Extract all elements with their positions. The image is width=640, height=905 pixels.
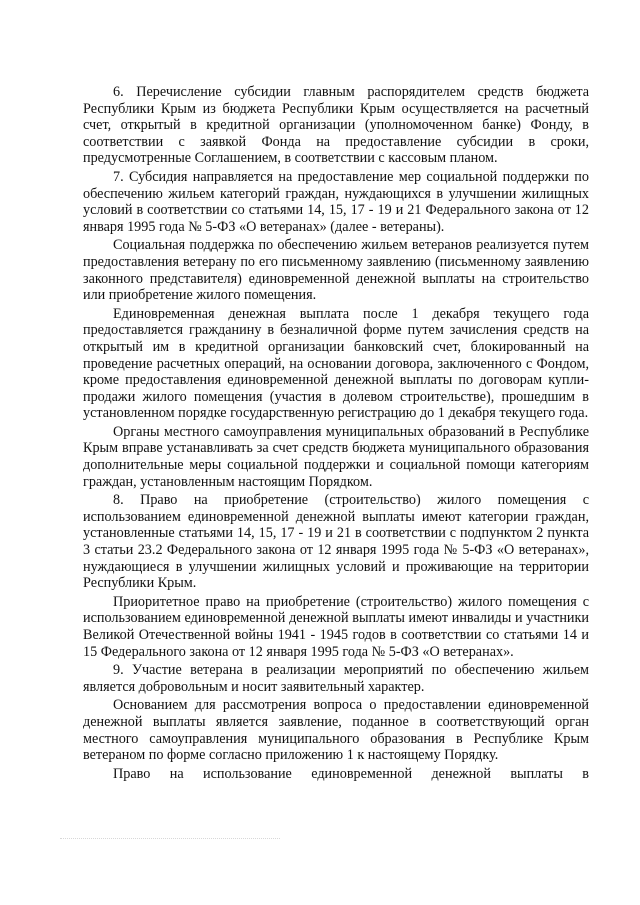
paragraph-social-support: Социальная поддержка по обеспечению жильем ветеранов реализуется путем предоставления ветерану по его письменному заявлению (письменному заявлению законного представителя) единовременной денежной выплаты на строительство или приобретение жилого помещения. <box>83 237 589 304</box>
paragraph-priority-right: Приоритетное право на приобретение (строительство) жилого помещения с использованием единовременной денежной выплаты имеют инвалиды и участники Великой Отечественной войны 1941 - 1945 годов в соответствии со статьями 14 и 15 Федерального закона от 12 января 1995 года № 5-ФЗ «О ветеранах». <box>83 593 589 660</box>
paragraph-8: 8. Право на приобретение (строительство) жилого помещения с использованием единовременной денежной выплаты имеют категории граждан, установленные статьями 14, 15, 17 - 19 и 21 в соответствии с подпунктом 2 пункта 3 статьи 23.2 Федерального закона от 12 января 1995 года № 5-ФЗ «О ветеранах», нуждающиеся в улучшении жилищных условий и проживающие на территории Республики Крым. <box>83 492 589 592</box>
paragraph-9: 9. Участие ветерана в реализации мероприятий по обеспечению жильем является добровольным и носит заявительный характер. <box>83 662 589 695</box>
paragraph-one-time-payment: Единовременная денежная выплата после 1 декабря текущего года предоставляется гражданину в безналичной форме путем зачисления средств на открытый им в кредитной организации банковский счет, блокированный на проведение расчетных операций, на основании договора, заключенного с Фондом, кроме предоставления единовременной денежной выплаты по договорам купли-продажи жилого помещения (участия в долевом строительстве), прошедшим в установленном порядке государственную регистрацию до 1 декабря текущего года. <box>83 305 589 422</box>
paragraph-right-to-use: Право на использование единовременной денежной выплаты в <box>113 765 589 782</box>
document-body <box>83 84 589 784</box>
paragraph-6: 6. Перечисление субсидии главным распорядителем средств бюджета Республики Крым из бюджета Республики Крым осуществляется на расчетный счет, открытый в кредитной организации (уполномоченном банке) Фонду, в соответствии с заявкой Фонда на предоставление субсидии в сроки, предусмотренные Соглашением, в соответствии с кассовым планом. <box>83 84 589 167</box>
paragraph-7: 7. Субсидия направляется на предоставление мер социальной поддержки по обеспечению жильем категорий граждан, нуждающихся в улучшении жилищных условий в соответствии со статьями 14, 15, 17 - 19 и 21 Федерального закона от 12 января 1995 года № 5-ФЗ «О ветеранах» (далее - ветераны). <box>83 168 589 235</box>
paragraph-basis-application: Основанием для рассмотрения вопроса о предоставлении единовременной денежной выплаты является заявление, поданное в соответствующий орган местного самоуправления муниципального образования в Республике Крым ветераном по форме согласно приложению 1 к настоящему Порядку. <box>83 697 589 764</box>
footer-divider <box>60 838 280 840</box>
paragraph-local-authorities: Органы местного самоуправления муниципальных образований в Республике Крым вправе устанавливать за счет средств бюджета муниципального образования дополнительные меры социальной поддержки и социальной помощи категориям граждан, установленным настоящим Порядком. <box>83 423 589 490</box>
